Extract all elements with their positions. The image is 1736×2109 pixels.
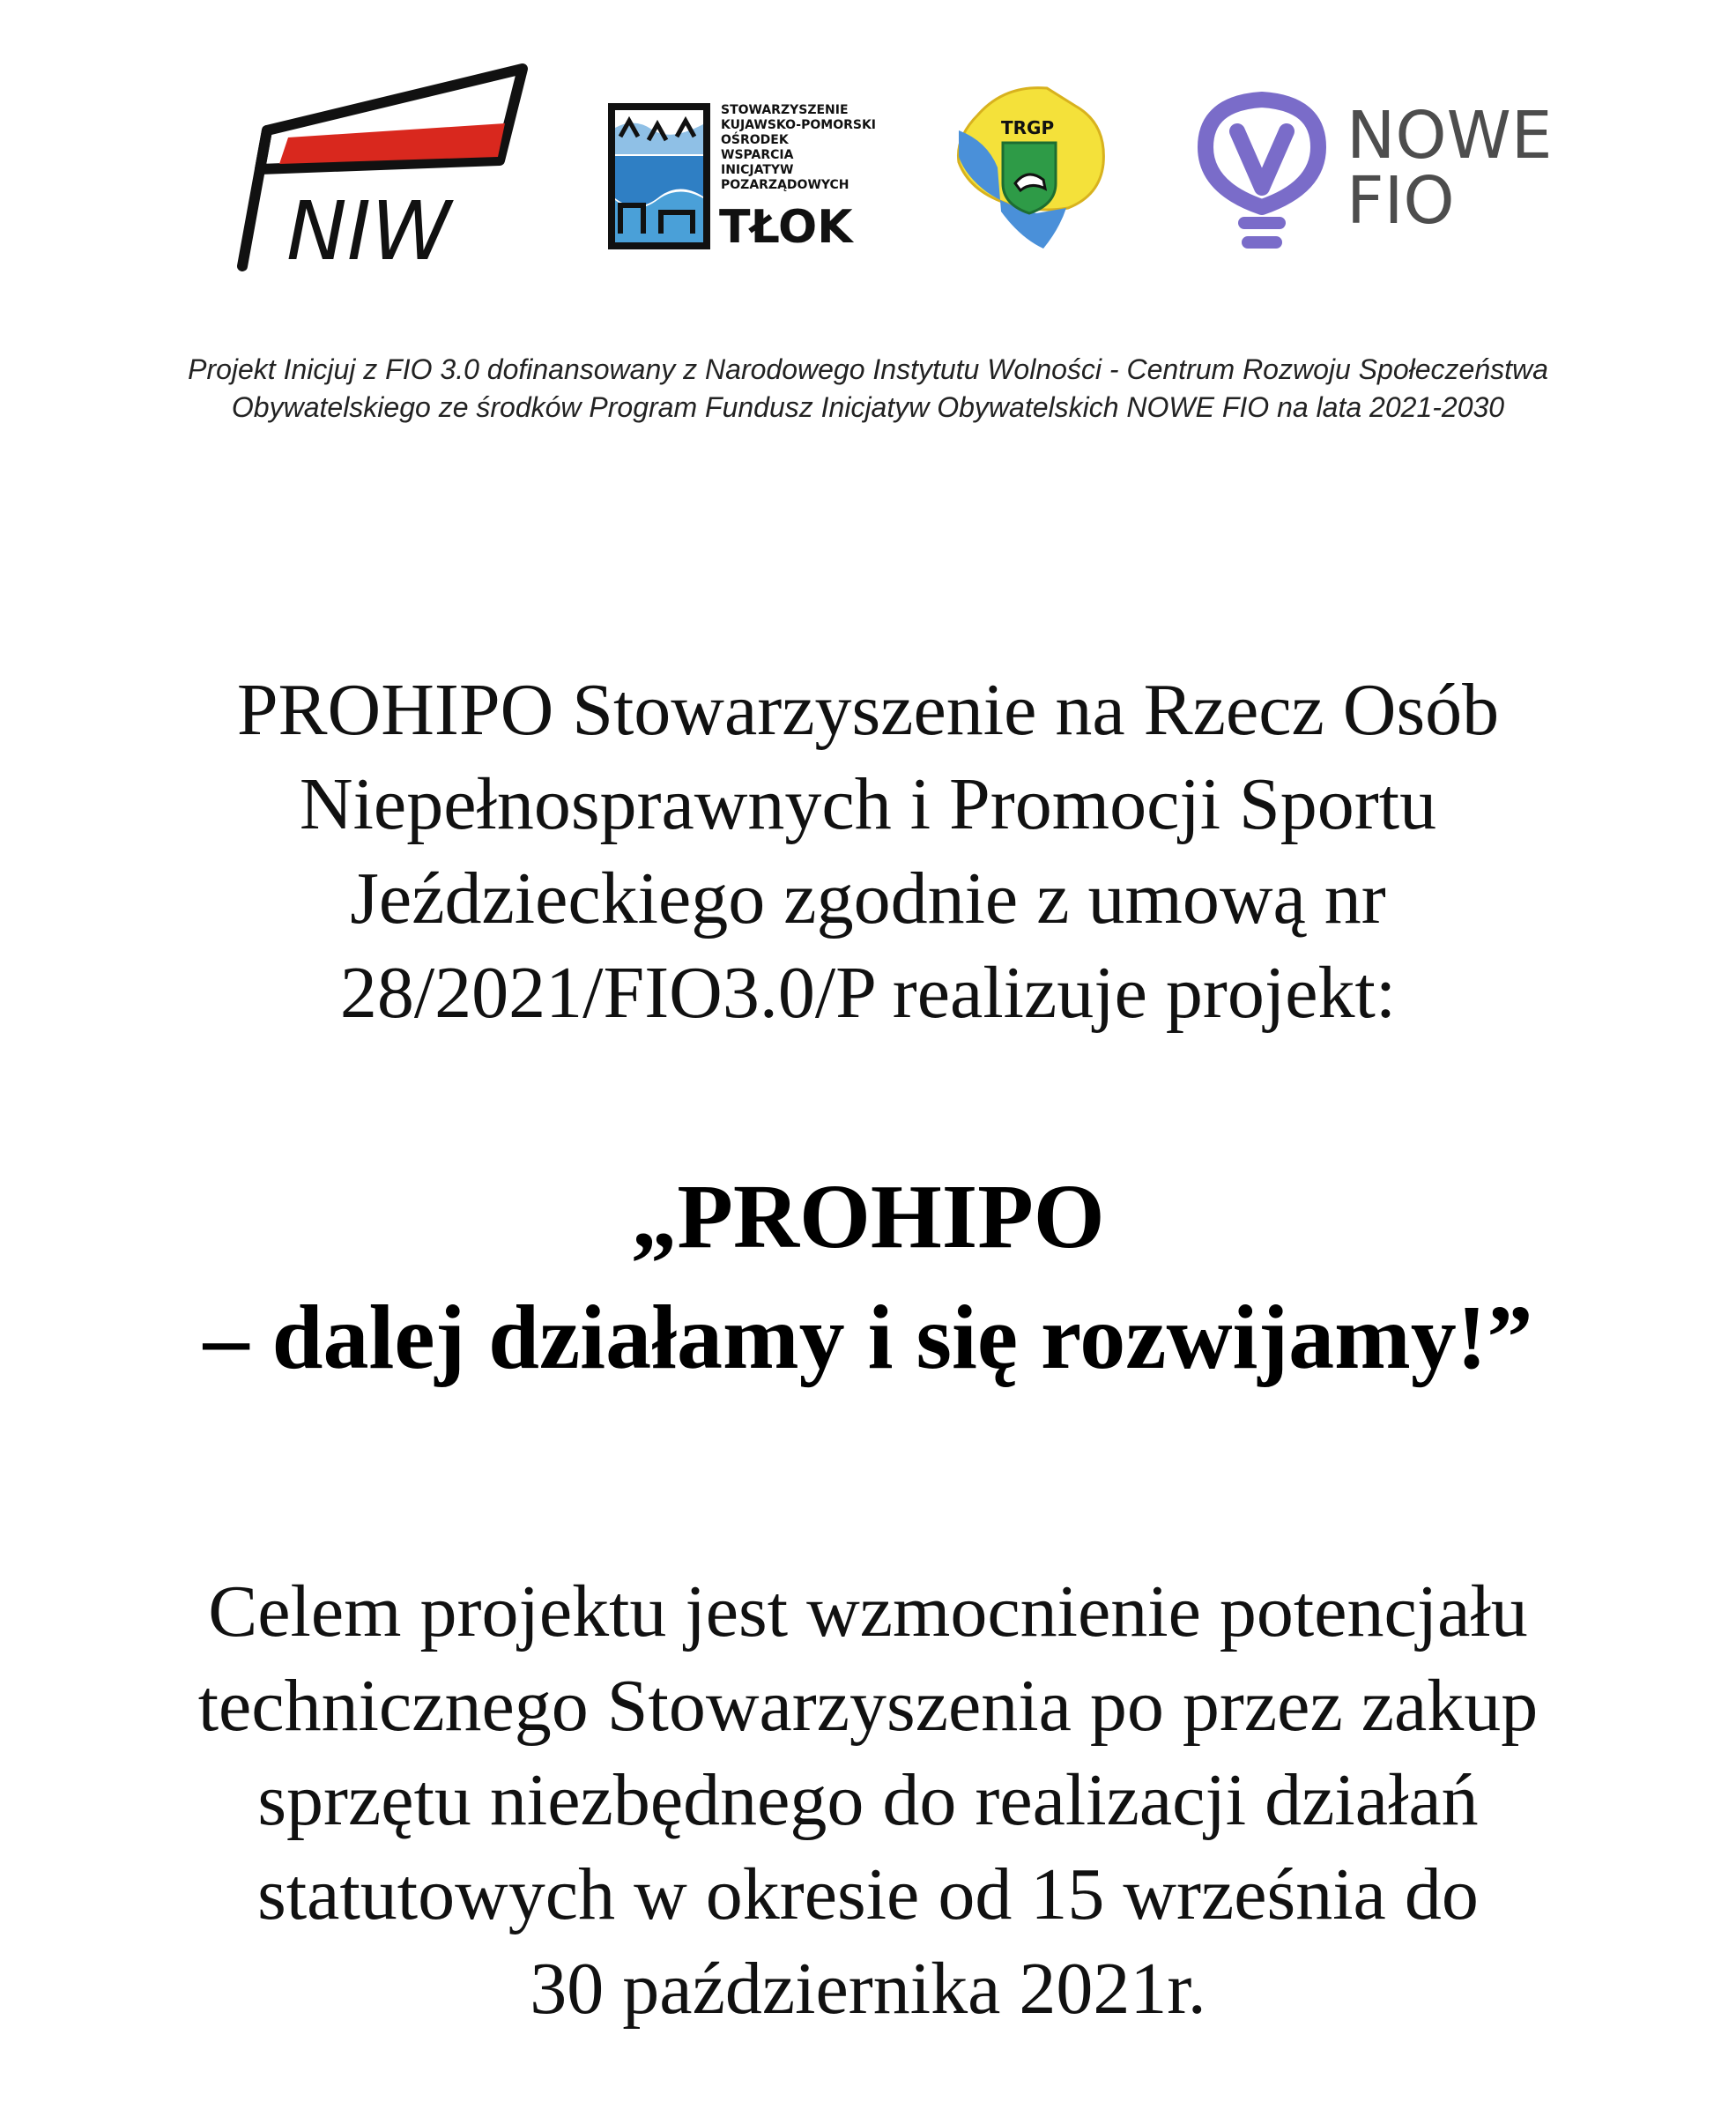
project-title-line: „PROHIPO — [631, 1166, 1105, 1267]
tlok-header-line: POZARZĄDOWYCH — [721, 178, 849, 192]
intro-line: PROHIPO Stowarzyszenie na Rzecz Osób — [236, 669, 1500, 751]
goal-line: statutowych w okresie od 15 września do — [257, 1853, 1479, 1935]
tlok-logo — [608, 101, 899, 254]
tlok-header-line: STOWARZYSZENIE — [721, 103, 849, 117]
tlok-name: TŁOK — [719, 201, 853, 254]
trgp-logo-text: TRGP — [1001, 117, 1055, 138]
intro-line: Jeździeckiego zgodnie z umową nr — [350, 858, 1386, 939]
goal-line: sprzętu niezbędnego do realizacji działań — [257, 1759, 1479, 1841]
goal-paragraph — [0, 1564, 1736, 2036]
logo-bar — [0, 0, 1736, 291]
funding-note — [0, 351, 1736, 427]
nowe-fio-line2: FIO — [1347, 163, 1455, 239]
niw-flag-pole — [242, 130, 267, 266]
tlok-header-line: WSPARCIA — [721, 148, 794, 162]
project-title — [0, 1156, 1736, 1398]
tlok-header-line: OŚRODEK — [721, 133, 789, 147]
lightbulb-base-icon — [1244, 223, 1280, 242]
goal-line: Celem projektu jest wzmocnienie potencjału — [208, 1571, 1528, 1652]
goal-line: 30 października 2021r. — [530, 1948, 1206, 2030]
intro-paragraph — [0, 663, 1736, 1040]
niw-logo-text: NIW — [286, 184, 451, 278]
trgp-logo — [952, 79, 1110, 256]
funding-note-line: Obywatelskiego ze środków Program Fundusz Inicjatyw Obywatelskich NOWE FIO na lata 2021-2030 — [231, 391, 1505, 423]
nowe-fio-line1: NOWE — [1347, 98, 1553, 174]
funding-note-line: Projekt Inicjuj z FIO 3.0 dofinansowany z Narodowego Instytutu Wolności - Centrum Rozwoju Społeczeństwa — [188, 353, 1548, 385]
project-title-line: – dalej działamy i się rozwijamy!” — [203, 1287, 1533, 1388]
intro-line: Niepełnosprawnych i Promocji Sportu — [299, 763, 1437, 845]
tlok-header-line: INICJATYW — [721, 163, 794, 177]
niw-logo — [225, 62, 542, 278]
intro-line: 28/2021/FIO3.0/P realizuje projekt: — [339, 952, 1397, 1034]
checkmark-icon — [1237, 131, 1287, 188]
goal-line: technicznego Stowarzyszenia po przez zakup — [197, 1665, 1539, 1747]
nowe-fio-logo — [1198, 93, 1569, 260]
tlok-header-line: KUJAWSKO-POMORSKI — [721, 118, 877, 132]
